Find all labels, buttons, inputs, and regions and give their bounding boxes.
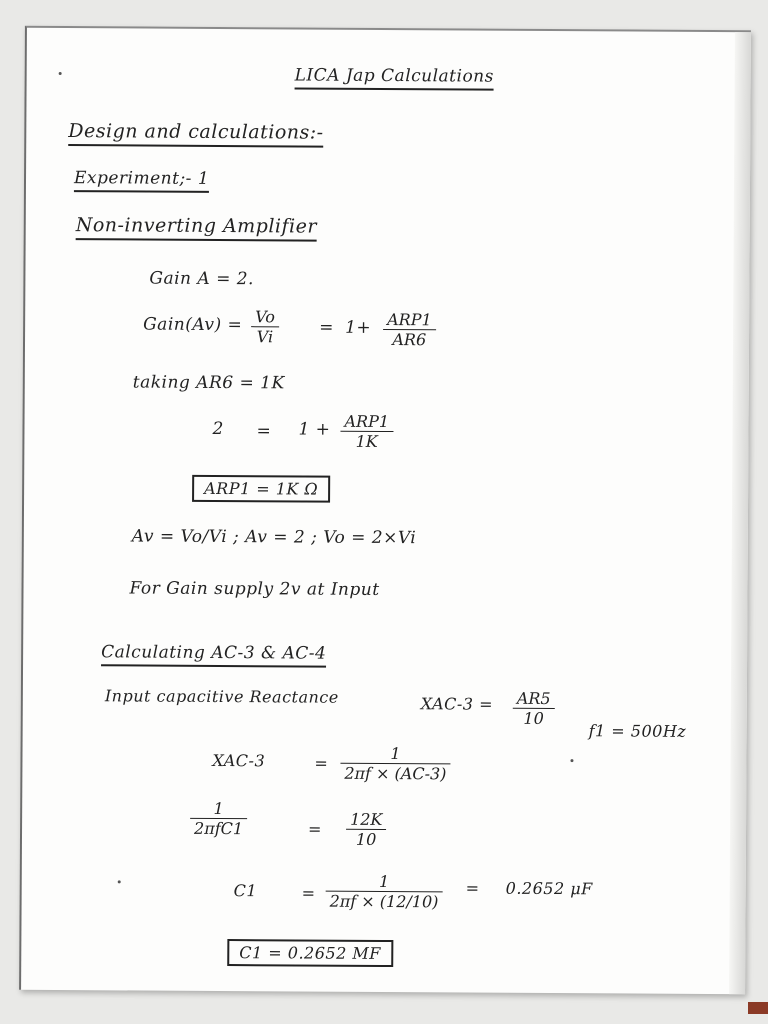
- 2pif-12k10-denominator: 2πf × (12/10): [329, 891, 439, 912]
- one-plus: 1+: [345, 317, 372, 338]
- equals-3: =: [314, 753, 329, 773]
- one-over-2pif-12k10: [326, 872, 443, 912]
- c1-label: C1: [233, 881, 258, 901]
- equals-4: =: [307, 819, 323, 839]
- vo-numerator: Vo: [251, 307, 279, 327]
- ten-b-denominator: 10: [355, 829, 377, 849]
- ar5-10-fraction: [513, 689, 555, 728]
- xac3-label: XAC-3 =: [420, 694, 494, 714]
- one-numerator: 1: [340, 744, 450, 765]
- page-title: LICA Jap Calculations: [295, 65, 494, 90]
- equals-2: =: [256, 421, 272, 442]
- calc-heading: Calculating AC-3 & AC-4: [101, 642, 326, 667]
- subtitle: Non-inverting Amplifier: [76, 214, 317, 241]
- paper-sheet: [19, 26, 751, 994]
- vo-vi-fraction: [251, 307, 279, 346]
- paper-edge: [729, 32, 751, 994]
- section-heading: Design and calculations:-: [68, 120, 323, 148]
- 12k-numerator: 12K: [346, 810, 386, 830]
- one-over-2pifc1: [190, 799, 247, 838]
- gain-a-line: Gain A = 2.: [149, 268, 255, 290]
- gain-av-lhs: Gain(Av) =: [143, 314, 243, 336]
- input-reactance-label: Input capacitive Reactance: [104, 686, 339, 707]
- paper-speck: [118, 880, 121, 883]
- arp1-numerator: ARP1: [383, 310, 436, 330]
- two: 2: [212, 418, 224, 440]
- paper-speck: [570, 759, 573, 762]
- taking-line: taking AR6 = 1K: [132, 372, 285, 394]
- 2pifc1-denominator: 2πfC1: [193, 818, 244, 839]
- arp1-ar6-fraction: [383, 310, 436, 349]
- equals-1: =: [319, 317, 334, 338]
- c1-value: 0.2652 μF: [505, 878, 593, 899]
- arp1-b-numerator: ARP1: [340, 412, 393, 432]
- 12k-over-10: [346, 810, 387, 849]
- equals-5: =: [301, 883, 316, 903]
- boxed-c1-result: C1 = 0.2652 MF: [227, 939, 393, 967]
- ten-denominator: 10: [523, 708, 544, 728]
- one-plus-2: 1 +: [298, 419, 331, 440]
- one-c-numerator: 1: [326, 872, 443, 893]
- f1-value: f1 = 500Hz: [588, 721, 687, 741]
- vi-denominator: Vi: [256, 327, 274, 347]
- for-gain-line: For Gain supply 2v at Input: [129, 578, 380, 600]
- xac3-b-label: XAC-3: [212, 750, 266, 771]
- 1k-denominator: 1K: [355, 431, 378, 451]
- paper-speck: [59, 72, 62, 75]
- arp1-1k-fraction: [340, 412, 393, 451]
- av-relations-line: Av = Vo/Vi ; Av = 2 ; Vo = 2×Vi: [131, 526, 417, 549]
- one-b-numerator: 1: [190, 799, 247, 819]
- boxed-arp1-result: ARP1 = 1K Ω: [192, 475, 330, 503]
- ar6-denominator: AR6: [392, 330, 427, 350]
- one-over-2pif-ac3: [340, 744, 450, 784]
- ar5-numerator: AR5: [513, 689, 555, 709]
- experiment-label: Experiment;- 1: [74, 168, 209, 193]
- 2pif-ac3-denominator: 2πf × (AC-3): [344, 763, 447, 784]
- corner-tab: [748, 1002, 768, 1014]
- equals-6: =: [465, 878, 480, 898]
